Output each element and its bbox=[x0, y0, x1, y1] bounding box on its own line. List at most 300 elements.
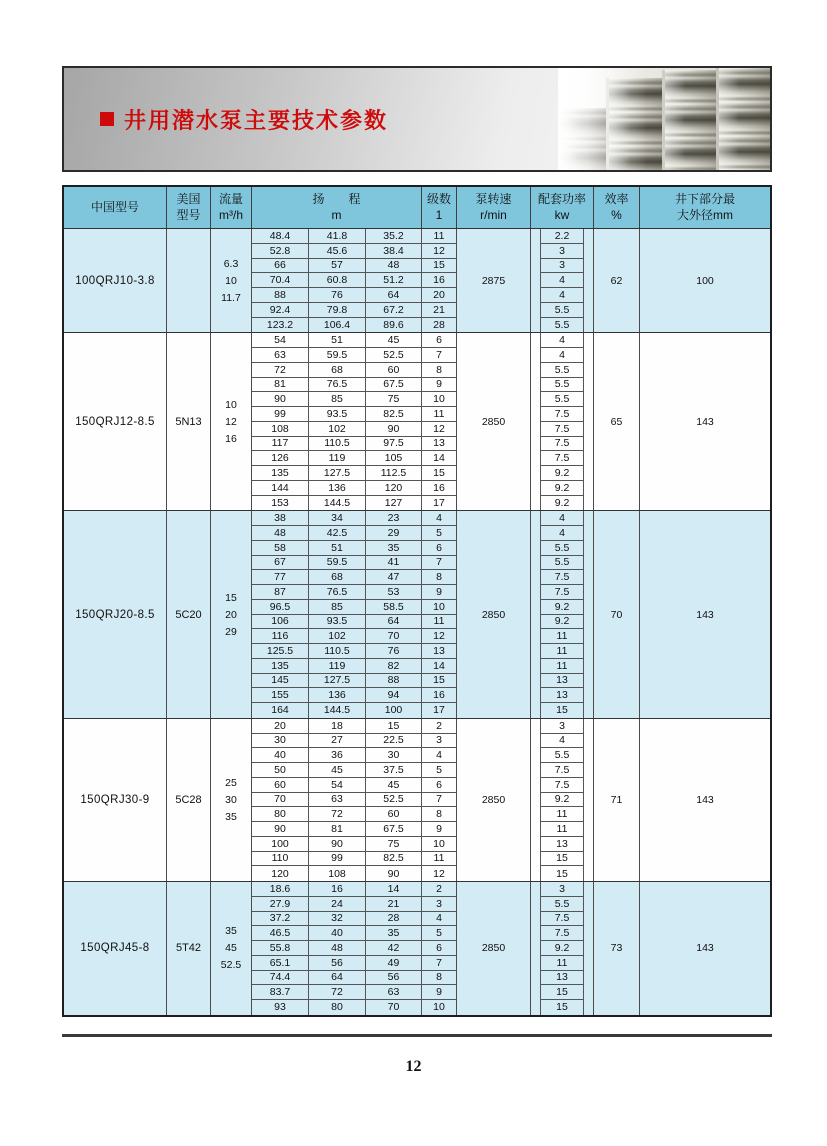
head-cell: 72 bbox=[309, 985, 366, 999]
table-row bbox=[252, 971, 457, 986]
power-cell: 9.2 bbox=[540, 466, 584, 481]
speed-cell: 2850 bbox=[457, 511, 531, 718]
power-cell: 4 bbox=[540, 333, 584, 348]
table-row bbox=[252, 526, 457, 541]
power-row bbox=[531, 363, 593, 378]
head-cell: 76.5 bbox=[309, 585, 366, 599]
table-row bbox=[252, 451, 457, 466]
col-header-label: 配套功率 bbox=[537, 191, 586, 206]
head-cell: 41 bbox=[366, 556, 422, 570]
col-header-head bbox=[252, 187, 422, 228]
col-header-label: 流量 bbox=[218, 191, 243, 206]
power-cell: 15 bbox=[540, 852, 584, 867]
power-row bbox=[531, 956, 593, 971]
power-cell: 5.5 bbox=[540, 748, 584, 763]
head-cell: 65.1 bbox=[252, 956, 309, 970]
pump-group bbox=[64, 718, 770, 881]
head-cell: 155 bbox=[252, 688, 309, 702]
table-row bbox=[252, 259, 457, 274]
flow-value: 45 bbox=[225, 942, 237, 955]
table-row bbox=[252, 644, 457, 659]
table-row bbox=[252, 585, 457, 600]
head-cell: 102 bbox=[309, 629, 366, 643]
power-row bbox=[531, 941, 593, 956]
stages-cell: 4 bbox=[422, 912, 457, 926]
head-cell: 90 bbox=[309, 837, 366, 851]
head-cell: 89.6 bbox=[366, 318, 422, 333]
head-cell: 52.5 bbox=[366, 793, 422, 807]
table-header-row bbox=[64, 187, 770, 229]
head-cell: 45 bbox=[366, 778, 422, 792]
power-cell: 7.5 bbox=[540, 451, 584, 466]
head-cell: 48.4 bbox=[252, 229, 309, 243]
head-cell: 90 bbox=[366, 422, 422, 436]
head-cell: 42.5 bbox=[309, 526, 366, 540]
power-cell: 4 bbox=[540, 734, 584, 749]
power-row bbox=[531, 807, 593, 822]
pump-stack-column bbox=[662, 70, 716, 170]
table-row bbox=[252, 244, 457, 259]
flow-cell bbox=[211, 333, 252, 510]
power-cell: 5.5 bbox=[540, 897, 584, 912]
head-cell: 40 bbox=[309, 926, 366, 940]
power-cell: 5.5 bbox=[540, 541, 584, 556]
power-row bbox=[531, 659, 593, 674]
head-cell: 99 bbox=[309, 852, 366, 866]
power-cell: 9.2 bbox=[540, 793, 584, 808]
head-cell: 16 bbox=[309, 882, 366, 896]
power-cell: 7.5 bbox=[540, 585, 584, 600]
head-cell: 83.7 bbox=[252, 985, 309, 999]
stages-cell: 28 bbox=[422, 318, 457, 333]
efficiency-cell: 73 bbox=[594, 882, 640, 1015]
head-cell: 120 bbox=[252, 866, 309, 881]
power-row bbox=[531, 451, 593, 466]
head-cell: 80 bbox=[309, 1000, 366, 1015]
power-cell: 4 bbox=[540, 511, 584, 526]
head-cell: 60.8 bbox=[309, 273, 366, 287]
head-cell: 23 bbox=[366, 511, 422, 525]
stages-cell: 16 bbox=[422, 273, 457, 287]
table-row bbox=[252, 719, 457, 734]
power-row bbox=[531, 437, 593, 452]
col-header-label: 泵转速 bbox=[475, 191, 512, 206]
flow-value: 11.7 bbox=[221, 291, 241, 304]
head-cell: 58 bbox=[252, 541, 309, 555]
table-row bbox=[252, 600, 457, 615]
table-row bbox=[252, 703, 457, 718]
head-cell: 88 bbox=[252, 288, 309, 302]
table-row bbox=[252, 912, 457, 927]
stages-cell: 7 bbox=[422, 556, 457, 570]
head-cell: 47 bbox=[366, 570, 422, 584]
head-cell: 90 bbox=[366, 866, 422, 881]
stages-cell: 9 bbox=[422, 378, 457, 392]
stages-cell: 2 bbox=[422, 882, 457, 896]
power-cell: 7.5 bbox=[540, 437, 584, 452]
head-cell: 100 bbox=[252, 837, 309, 851]
power-cell: 7.5 bbox=[540, 778, 584, 793]
head-cell: 14 bbox=[366, 882, 422, 896]
table-row bbox=[252, 688, 457, 703]
power-cell: 7.5 bbox=[540, 763, 584, 778]
head-cell: 24 bbox=[309, 897, 366, 911]
head-cell: 126 bbox=[252, 451, 309, 465]
flow-value: 10 bbox=[225, 398, 237, 411]
col-header-label: r/min bbox=[480, 207, 507, 222]
power-row bbox=[531, 273, 593, 288]
power-row bbox=[531, 570, 593, 585]
stages-cell: 15 bbox=[422, 674, 457, 688]
col-header-label: 效率 bbox=[604, 191, 629, 206]
col-header-model-cn bbox=[64, 187, 167, 228]
flow-value: 35 bbox=[225, 810, 237, 823]
power-row bbox=[531, 837, 593, 852]
col-header-od bbox=[640, 187, 770, 228]
power-cell: 4 bbox=[540, 348, 584, 363]
stages-cell: 13 bbox=[422, 437, 457, 451]
od-cell: 100 bbox=[696, 274, 714, 287]
speed-cell: 2850 bbox=[457, 882, 531, 1015]
power-row bbox=[531, 333, 593, 348]
head-cell: 72 bbox=[309, 807, 366, 821]
power-column bbox=[531, 882, 594, 1015]
table-row bbox=[252, 882, 457, 897]
stages-cell: 3 bbox=[422, 734, 457, 748]
stages-cell: 6 bbox=[422, 941, 457, 955]
efficiency-cell: 71 bbox=[594, 719, 640, 881]
table-row bbox=[252, 659, 457, 674]
speed-cell: 2850 bbox=[457, 719, 531, 881]
power-row bbox=[531, 748, 593, 763]
head-cell: 153 bbox=[252, 496, 309, 511]
power-column bbox=[531, 719, 594, 881]
head-cell: 145 bbox=[252, 674, 309, 688]
flow-value: 52.5 bbox=[220, 959, 242, 972]
model-cn-cell: 150QRJ30-9 bbox=[64, 719, 167, 881]
head-cell: 144.5 bbox=[309, 703, 366, 718]
head-cell: 125.5 bbox=[252, 644, 309, 658]
power-row bbox=[531, 688, 593, 703]
stages-cell: 6 bbox=[422, 333, 457, 347]
head-cell: 32 bbox=[309, 912, 366, 926]
head-cell: 60 bbox=[366, 807, 422, 821]
power-cell: 5.5 bbox=[540, 392, 584, 407]
speed-cell: 2875 bbox=[457, 229, 531, 332]
table-row bbox=[252, 615, 457, 630]
table-row bbox=[252, 985, 457, 1000]
model-cn-cell: 150QRJ12-8.5 bbox=[64, 333, 167, 510]
model-cn-cell: 100QRJ10-3.8 bbox=[64, 229, 167, 332]
head-cell: 90 bbox=[252, 822, 309, 836]
head-cell: 53 bbox=[366, 585, 422, 599]
head-cell: 70 bbox=[252, 793, 309, 807]
power-row bbox=[531, 882, 593, 897]
stages-cell: 20 bbox=[422, 288, 457, 302]
power-row bbox=[531, 259, 593, 274]
head-cell: 87 bbox=[252, 585, 309, 599]
power-cell: 13 bbox=[540, 688, 584, 703]
table-row bbox=[252, 363, 457, 378]
head-cell: 97.5 bbox=[366, 437, 422, 451]
stages-cell: 14 bbox=[422, 451, 457, 465]
power-row bbox=[531, 244, 593, 259]
stages-cell: 7 bbox=[422, 956, 457, 970]
power-row bbox=[531, 496, 593, 511]
model-us-cell: 5C20 bbox=[167, 511, 211, 718]
head-cell: 82 bbox=[366, 659, 422, 673]
table-row bbox=[252, 481, 457, 496]
head-cell: 45.6 bbox=[309, 244, 366, 258]
head-cell: 100 bbox=[366, 703, 422, 718]
head-cell: 45 bbox=[366, 333, 422, 347]
od-cell: 143 bbox=[696, 608, 714, 621]
head-cell: 135 bbox=[252, 659, 309, 673]
stages-cell: 11 bbox=[422, 615, 457, 629]
head-cell: 35.2 bbox=[366, 229, 422, 243]
head-cell: 72 bbox=[252, 363, 309, 377]
head-cell: 102 bbox=[309, 422, 366, 436]
power-cell: 4 bbox=[540, 288, 584, 303]
power-cell: 9.2 bbox=[540, 600, 584, 615]
head-cell: 21 bbox=[366, 897, 422, 911]
flow-cell bbox=[211, 719, 252, 881]
col-header-label: 扬 程 bbox=[312, 191, 361, 206]
red-square-bullet-icon bbox=[100, 112, 114, 126]
pump-stack-photo bbox=[558, 68, 770, 170]
flow-value: 12 bbox=[225, 415, 237, 428]
power-row bbox=[531, 541, 593, 556]
pump-group bbox=[64, 332, 770, 510]
head-cell: 20 bbox=[252, 719, 309, 733]
power-row bbox=[531, 703, 593, 718]
head-cell: 59.5 bbox=[309, 556, 366, 570]
stages-cell: 9 bbox=[422, 585, 457, 599]
power-cell: 3 bbox=[540, 259, 584, 274]
head-cell: 64 bbox=[309, 971, 366, 985]
table-row bbox=[252, 333, 457, 348]
table-row bbox=[252, 541, 457, 556]
power-row bbox=[531, 644, 593, 659]
efficiency-cell: 65 bbox=[594, 333, 640, 510]
head-stages-grid bbox=[252, 719, 457, 881]
table-row bbox=[252, 793, 457, 808]
head-cell: 67.2 bbox=[366, 303, 422, 317]
head-cell: 136 bbox=[309, 688, 366, 702]
head-cell: 63 bbox=[252, 348, 309, 362]
col-header-label: m³/h bbox=[219, 207, 243, 222]
power-cell: 7.5 bbox=[540, 570, 584, 585]
power-cell: 13 bbox=[540, 837, 584, 852]
col-header-label: 美国 bbox=[176, 191, 201, 206]
head-cell: 127.5 bbox=[309, 466, 366, 480]
table-row bbox=[252, 318, 457, 333]
flow-value: 30 bbox=[225, 793, 237, 806]
pump-stack-column bbox=[606, 78, 662, 170]
col-header-model-us bbox=[167, 187, 211, 228]
stages-cell: 6 bbox=[422, 541, 457, 555]
pump-stack-column bbox=[716, 68, 770, 170]
head-cell: 35 bbox=[366, 541, 422, 555]
power-row bbox=[531, 1000, 593, 1015]
head-cell: 105 bbox=[366, 451, 422, 465]
head-cell: 136 bbox=[309, 481, 366, 495]
flow-value: 20 bbox=[225, 608, 237, 621]
stages-cell: 17 bbox=[422, 703, 457, 718]
power-column bbox=[531, 511, 594, 718]
table-row bbox=[252, 303, 457, 318]
flow-cell bbox=[211, 229, 252, 332]
power-cell: 5.5 bbox=[540, 363, 584, 378]
stages-cell: 5 bbox=[422, 526, 457, 540]
stages-cell: 10 bbox=[422, 1000, 457, 1015]
power-row bbox=[531, 556, 593, 571]
head-cell: 96.5 bbox=[252, 600, 309, 614]
stages-cell: 9 bbox=[422, 985, 457, 999]
head-cell: 110.5 bbox=[309, 644, 366, 658]
power-row bbox=[531, 778, 593, 793]
head-cell: 60 bbox=[366, 363, 422, 377]
table-row bbox=[252, 926, 457, 941]
col-header-label: 井下部分最 bbox=[674, 191, 735, 206]
power-cell: 13 bbox=[540, 674, 584, 689]
head-cell: 51 bbox=[309, 541, 366, 555]
table-row bbox=[252, 422, 457, 437]
head-cell: 27.9 bbox=[252, 897, 309, 911]
head-cell: 34 bbox=[309, 511, 366, 525]
model-us-cell: 5N13 bbox=[167, 333, 211, 510]
stages-cell: 11 bbox=[422, 229, 457, 243]
head-cell: 51 bbox=[309, 333, 366, 347]
flow-value: 29 bbox=[225, 625, 237, 638]
head-cell: 90 bbox=[252, 392, 309, 406]
pump-group bbox=[64, 881, 770, 1015]
head-cell: 18 bbox=[309, 719, 366, 733]
stages-cell: 3 bbox=[422, 897, 457, 911]
head-cell: 81 bbox=[252, 378, 309, 392]
head-cell: 18.6 bbox=[252, 882, 309, 896]
col-header-power bbox=[531, 187, 594, 228]
head-cell: 37.2 bbox=[252, 912, 309, 926]
speed-cell: 2850 bbox=[457, 333, 531, 510]
footer-rule bbox=[62, 1034, 772, 1037]
table-row bbox=[252, 437, 457, 452]
head-cell: 45 bbox=[309, 763, 366, 777]
table-row bbox=[252, 556, 457, 571]
head-cell: 108 bbox=[252, 422, 309, 436]
header-banner bbox=[62, 66, 772, 172]
power-row bbox=[531, 407, 593, 422]
head-cell: 52.5 bbox=[366, 348, 422, 362]
stages-cell: 8 bbox=[422, 570, 457, 584]
head-cell: 38 bbox=[252, 511, 309, 525]
power-row bbox=[531, 229, 593, 244]
head-cell: 127 bbox=[366, 496, 422, 511]
model-cn-cell: 150QRJ20-8.5 bbox=[64, 511, 167, 718]
head-cell: 94 bbox=[366, 688, 422, 702]
col-header-label: 大外径mm bbox=[677, 207, 733, 222]
head-cell: 54 bbox=[309, 778, 366, 792]
power-cell: 7.5 bbox=[540, 422, 584, 437]
power-cell: 5.5 bbox=[540, 378, 584, 393]
head-cell: 68 bbox=[309, 570, 366, 584]
power-cell: 5.5 bbox=[540, 556, 584, 571]
stages-cell: 11 bbox=[422, 852, 457, 866]
table-row bbox=[252, 852, 457, 867]
head-cell: 35 bbox=[366, 926, 422, 940]
power-row bbox=[531, 600, 593, 615]
power-cell: 7.5 bbox=[540, 926, 584, 941]
table-row bbox=[252, 837, 457, 852]
head-cell: 66 bbox=[252, 259, 309, 273]
flow-value: 16 bbox=[225, 432, 237, 445]
stages-cell: 7 bbox=[422, 348, 457, 362]
power-cell: 2.2 bbox=[540, 229, 584, 244]
power-row bbox=[531, 511, 593, 526]
stages-cell: 12 bbox=[422, 244, 457, 258]
power-cell: 7.5 bbox=[540, 407, 584, 422]
head-cell: 106 bbox=[252, 615, 309, 629]
od-cell: 143 bbox=[696, 415, 714, 428]
head-cell: 63 bbox=[366, 985, 422, 999]
table-row bbox=[252, 897, 457, 912]
power-row bbox=[531, 422, 593, 437]
power-row bbox=[531, 971, 593, 986]
table-row bbox=[252, 674, 457, 689]
head-cell: 82.5 bbox=[366, 407, 422, 421]
stages-cell: 11 bbox=[422, 407, 457, 421]
power-cell: 5.5 bbox=[540, 303, 584, 318]
head-cell: 67.5 bbox=[366, 822, 422, 836]
table-row bbox=[252, 273, 457, 288]
stages-cell: 6 bbox=[422, 778, 457, 792]
power-row bbox=[531, 912, 593, 927]
table-row bbox=[252, 778, 457, 793]
head-cell: 80 bbox=[252, 807, 309, 821]
head-cell: 59.5 bbox=[309, 348, 366, 362]
stages-cell: 12 bbox=[422, 866, 457, 881]
head-cell: 63 bbox=[309, 793, 366, 807]
table-row bbox=[252, 348, 457, 363]
model-us-cell: 5C28 bbox=[167, 719, 211, 881]
flow-cell bbox=[211, 511, 252, 718]
stages-cell: 8 bbox=[422, 971, 457, 985]
head-cell: 70 bbox=[366, 1000, 422, 1015]
col-header-label: % bbox=[611, 207, 622, 222]
flow-value: 35 bbox=[225, 925, 237, 938]
head-cell: 36 bbox=[309, 748, 366, 762]
table-row bbox=[252, 956, 457, 971]
power-row bbox=[531, 466, 593, 481]
head-cell: 46.5 bbox=[252, 926, 309, 940]
head-cell: 48 bbox=[309, 941, 366, 955]
head-cell: 116 bbox=[252, 629, 309, 643]
head-cell: 15 bbox=[366, 719, 422, 733]
head-cell: 93.5 bbox=[309, 615, 366, 629]
stages-cell: 15 bbox=[422, 259, 457, 273]
stages-cell: 8 bbox=[422, 807, 457, 821]
power-cell: 11 bbox=[540, 644, 584, 659]
head-cell: 54 bbox=[252, 333, 309, 347]
head-cell: 51.2 bbox=[366, 273, 422, 287]
head-cell: 88 bbox=[366, 674, 422, 688]
power-cell: 15 bbox=[540, 866, 584, 881]
head-cell: 112.5 bbox=[366, 466, 422, 480]
power-cell: 9.2 bbox=[540, 615, 584, 630]
head-cell: 144.5 bbox=[309, 496, 366, 511]
head-cell: 58.5 bbox=[366, 600, 422, 614]
col-header-efficiency bbox=[594, 187, 640, 228]
